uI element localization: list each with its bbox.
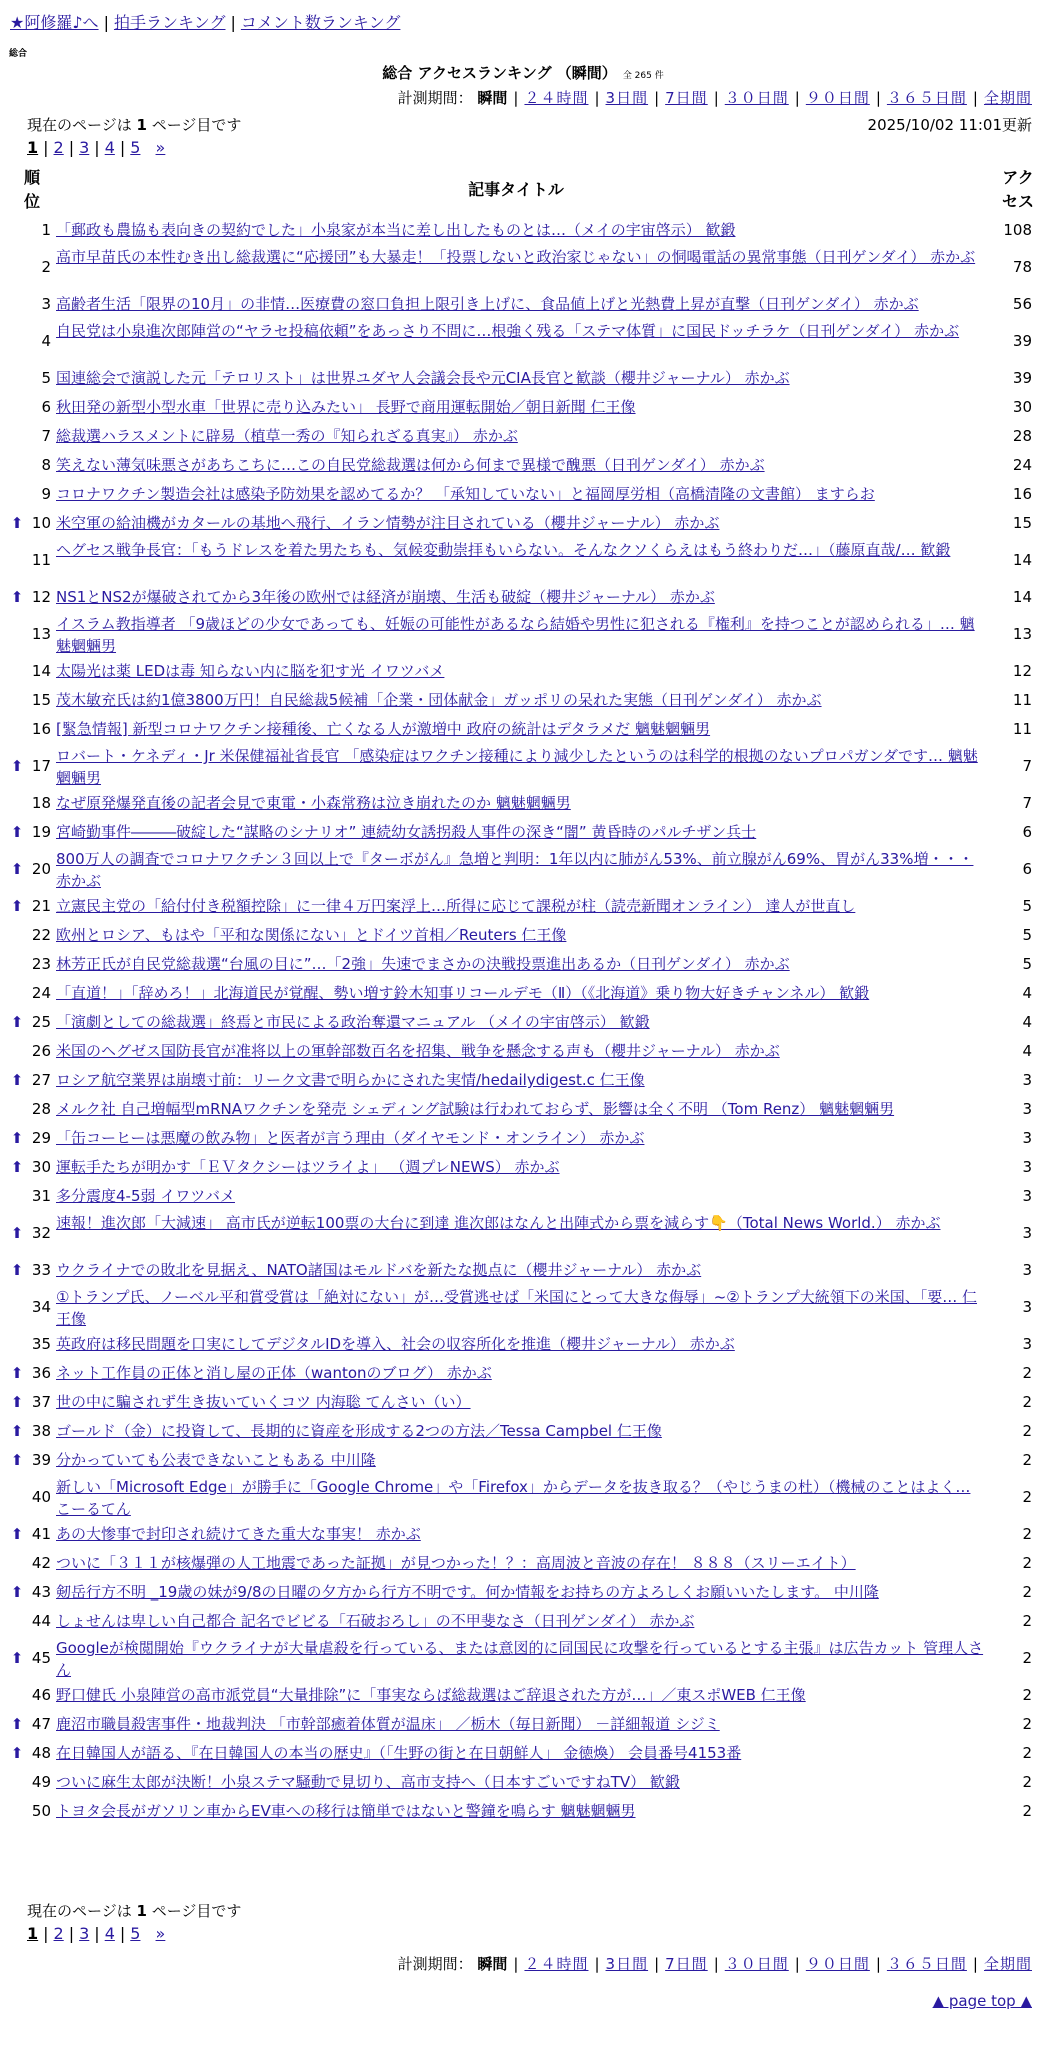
access-count: 15 xyxy=(1012,514,1032,532)
rank-number: 24 xyxy=(31,984,51,1002)
up-arrow-icon: ⬆ xyxy=(10,823,24,841)
nav-separator: | xyxy=(103,13,109,32)
table-row xyxy=(0,1520,1046,1549)
page-info-prefix: 現在のページは xyxy=(27,1902,132,1920)
rank-number: 13 xyxy=(31,625,51,643)
rank-number: 27 xyxy=(31,1071,51,1089)
period-current: 瞬間 xyxy=(477,89,508,107)
rank-number: 5 xyxy=(41,369,51,387)
pager-page-3[interactable]: 3 xyxy=(79,1924,90,1943)
table-row xyxy=(0,1710,1046,1739)
pager-page-4[interactable]: 4 xyxy=(104,138,115,157)
table-row xyxy=(0,1475,1046,1520)
access-count: 12 xyxy=(1012,662,1032,680)
page-title: 総合 アクセスランキング （瞬間） xyxy=(382,64,617,82)
table-row xyxy=(0,393,1046,422)
article-title-link[interactable]: 高齢者生活「限界の10月」の非情…医療費の窓口負担上限引き上げに、食品値上げと光熱費上昇が直撃（日刊ゲンダイ） 赤かぶ xyxy=(56,295,919,313)
table-row xyxy=(0,1153,1046,1182)
access-count: 3 xyxy=(1022,1129,1032,1147)
article-title-link[interactable]: 野口健氏 小泉陣営の高市派党員“大量排除”に「事実ならば総裁選はご辞退された方が…」／東スポWEB 仁王像 xyxy=(56,1686,806,1704)
nav-separator: | xyxy=(230,13,236,32)
up-arrow-icon: ⬆ xyxy=(10,860,24,878)
page-info-top xyxy=(27,114,241,135)
article-title-link[interactable]: 茂木敏充氏は約1億3800万円！自民総裁5候補「企業・団体献金」ガッポリの呆れた実態（日刊ゲンダイ） 赤かぶ xyxy=(56,691,822,709)
table-row xyxy=(0,789,1046,818)
comment-ranking-link[interactable]: コメント数ランキング xyxy=(240,13,401,32)
table-row xyxy=(0,1388,1046,1417)
period-365d-link[interactable]: ３６５日間 xyxy=(886,1955,967,1973)
article-title-link[interactable]: 運転手たちが明かす「ＥＶタクシーはツライよ」 （週プレNEWS） 赤かぶ xyxy=(56,1158,560,1176)
up-arrow-icon: ⬆ xyxy=(10,1525,24,1543)
access-count: 7 xyxy=(1022,757,1032,775)
table-row xyxy=(0,1578,1046,1607)
access-count: 2 xyxy=(1022,1525,1032,1543)
pager-top: 1 | 2 | 3 | 4 | 5 » xyxy=(27,138,166,157)
column-header-title: 記事タイトル xyxy=(468,180,564,199)
article-title-link[interactable]: 米空軍の給油機がカタールの基地へ飛行、イラン情勢が注目されている（櫻井ジャーナル） 赤かぶ xyxy=(56,514,720,532)
updated-timestamp: 2025/10/02 11:01更新 xyxy=(867,116,1032,134)
article-title-link[interactable]: メルク社 自己増幅型mRNAワクチンを発売 シェディング試験は行われておらず、影響は全く不明 （Tom Renz） 魑魅魍魎男 xyxy=(56,1100,895,1118)
period-selector-bottom: 計測期間： 瞬間 | ２４時間 | 3日間 | 7日間 | ３０日間 | ９０日間 | ３６５日間 | 全期間 xyxy=(397,1955,1032,1973)
up-arrow-icon: ⬆ xyxy=(10,1013,24,1031)
table-row xyxy=(0,1008,1046,1037)
rank-number: 47 xyxy=(31,1715,51,1733)
home-link[interactable]: ★阿修羅♪へ xyxy=(10,13,99,32)
ranking-heading xyxy=(0,62,1046,83)
page-info-bottom xyxy=(27,1900,241,1921)
article-title-link[interactable]: 欧州とロシア、もはや「平和な関係にない」とドイツ首相／Reuters 仁王像 xyxy=(56,926,567,944)
rank-number: 32 xyxy=(31,1224,51,1242)
table-row xyxy=(0,1330,1046,1359)
table-row xyxy=(0,1417,1046,1446)
table-row xyxy=(0,612,1046,657)
access-count: 2 xyxy=(1022,1422,1032,1440)
period-30d-link[interactable]: ３０日間 xyxy=(724,1955,789,1973)
up-arrow-icon: ⬆ xyxy=(10,1224,24,1242)
up-arrow-icon: ⬆ xyxy=(10,757,24,775)
rank-number: 35 xyxy=(31,1335,51,1353)
access-count: 2 xyxy=(1022,1488,1032,1506)
access-count: 5 xyxy=(1022,926,1032,944)
access-count: 2 xyxy=(1022,1715,1032,1733)
rank-number: 8 xyxy=(41,456,51,474)
access-count: 2 xyxy=(1022,1773,1032,1791)
period-7d-link[interactable]: 7日間 xyxy=(665,1955,708,1973)
table-row xyxy=(0,364,1046,393)
rank-number: 11 xyxy=(31,551,51,569)
article-title-link[interactable]: 「直道！」「辞めろ！」北海道民が覚醒、勢い増す鈴木知事リコールデモ（Ⅱ）（《北海道》乗り物大好きチャンネル） 歓鍛 xyxy=(56,984,870,1002)
period-24h-link[interactable]: ２４時間 xyxy=(524,89,589,107)
item-count: 全 265 件 xyxy=(622,71,664,81)
rank-number: 7 xyxy=(41,427,51,445)
access-count: 3 xyxy=(1022,1158,1032,1176)
access-count: 3 xyxy=(1022,1224,1032,1242)
article-title-link[interactable]: 速報！進次郎「大減速」 高市氏が逆転100票の大台に到達 進次郎はなんと出陣式から票を減らす👇（Total News World.） 赤かぶ xyxy=(56,1214,941,1232)
access-count: 3 xyxy=(1022,1261,1032,1279)
table-row xyxy=(0,451,1046,480)
period-3d-link[interactable]: 3日間 xyxy=(605,1955,649,1973)
table-row xyxy=(0,538,1046,583)
access-count: 2 xyxy=(1022,1649,1032,1667)
article-title-link[interactable]: 新しい「Microsoft Edge」が勝手に「Google Chrome」や「Firefox」からデータを抜き取る？（やじうまの杜）（機械のことはよく… こーるてん xyxy=(56,1478,971,1518)
access-count: 16 xyxy=(1012,485,1032,503)
table-row xyxy=(0,1359,1046,1388)
access-count: 14 xyxy=(1012,551,1032,569)
access-count: 2 xyxy=(1022,1686,1032,1704)
rank-number: 46 xyxy=(31,1686,51,1704)
article-title-link[interactable]: しょせんは卑しい自己都合 記名でビビる「石破おろし」の不甲斐なさ（日刊ゲンダイ） 赤かぶ xyxy=(56,1612,695,1630)
article-title-link[interactable]: 「演劇としての総裁選」終焉と市民による政治奪還マニュアル （メイの宇宙啓示） 歓鍛 xyxy=(56,1013,650,1031)
pager-page-2[interactable]: 2 xyxy=(53,1924,64,1943)
pager-page-3[interactable]: 3 xyxy=(79,138,90,157)
up-arrow-icon: ⬆ xyxy=(10,1261,24,1279)
article-title-link[interactable]: コロナワクチン製造会社は感染予防効果を認めてるか？ 「承知していない」と福岡厚労相（高橋清隆の文書館） ますらお xyxy=(56,485,875,503)
rank-number: 42 xyxy=(31,1554,51,1572)
article-title-link[interactable]: ロバート・ケネディ・Jr 米保健福祉省長官 「感染症はワクチン接種により減少したというのは科学的根拠のないプロパガンダです… 魑魅魍魎男 xyxy=(56,747,978,787)
access-count: 11 xyxy=(1012,691,1032,709)
pager-next[interactable]: » xyxy=(155,138,166,157)
access-count: 2 xyxy=(1022,1802,1032,1820)
pager-page-5[interactable]: 5 xyxy=(130,138,141,157)
pager-page-4[interactable]: 4 xyxy=(104,1924,115,1943)
category-tag: 総合 xyxy=(9,49,28,59)
pager-page-5[interactable]: 5 xyxy=(130,1924,141,1943)
access-count: 14 xyxy=(1012,588,1032,606)
rank-number: 48 xyxy=(31,1744,51,1762)
rank-number: 34 xyxy=(31,1298,51,1316)
ranking-table-body xyxy=(0,216,1046,1826)
pager-page-2[interactable]: 2 xyxy=(53,138,64,157)
article-title-link[interactable]: 剱岳行方不明 _19歳の妹が9/8の日曜の夕方から行方不明です。何か情報をお持ちの方よろしくお願いいたします。 中川隆 xyxy=(56,1583,879,1601)
access-count: 7 xyxy=(1022,794,1032,812)
article-title-link[interactable]: ロシア航空業界は崩壊寸前：リーク文書で明らかにされた実情/hedailydigest.c 仁王像 xyxy=(56,1071,645,1089)
table-row xyxy=(0,1549,1046,1578)
top-nav xyxy=(10,10,400,33)
column-header-rank: 順位 xyxy=(23,168,40,211)
rank-number: 26 xyxy=(31,1042,51,1060)
table-row xyxy=(0,480,1046,509)
article-title-link[interactable]: なぜ原発爆発直後の記者会見で東電・小森常務は泣き崩れたのか 魑魅魍魎男 xyxy=(56,794,571,812)
period-7d-link[interactable]: 7日間 xyxy=(665,89,708,107)
table-row xyxy=(0,744,1046,789)
page-info-suffix: ページ目です xyxy=(151,1902,242,1920)
rank-number: 45 xyxy=(31,1649,51,1667)
access-count: 28 xyxy=(1012,427,1032,445)
access-count: 5 xyxy=(1022,897,1032,915)
table-row xyxy=(0,1256,1046,1285)
access-count: 3 xyxy=(1022,1335,1032,1353)
table-row xyxy=(0,1037,1046,1066)
up-arrow-icon: ⬆ xyxy=(10,1649,24,1667)
period-90d-link[interactable]: ９０日間 xyxy=(805,89,870,107)
article-title-link[interactable]: ①トランプ氏、ノーベル平和賞受賞は「絶対にない」が…受賞逃せば「米国にとって大きな侮辱」~②トランプ大統領下の米国、「要… 仁王像 xyxy=(56,1288,977,1328)
access-count: 3 xyxy=(1022,1298,1032,1316)
rank-number: 44 xyxy=(31,1612,51,1630)
rank-number: 28 xyxy=(31,1100,51,1118)
article-title-link[interactable]: 多分震度4-5弱 イワツバメ xyxy=(56,1187,235,1205)
rank-number: 14 xyxy=(31,662,51,680)
access-count: 108 xyxy=(1003,221,1032,239)
page-info-number: 1 xyxy=(136,1902,147,1920)
rank-number: 43 xyxy=(31,1583,51,1601)
period-30d-link[interactable]: ３０日間 xyxy=(724,89,789,107)
up-arrow-icon: ⬆ xyxy=(10,1158,24,1176)
period-all-link[interactable]: 全期間 xyxy=(983,1955,1032,1973)
article-title-link[interactable]: イスラム教指導者 「9歳ほどの少女であっても、妊娠の可能性があるなら結婚や男性に犯される『権利』を持つことが認められる」… 魑魅魍魎男 xyxy=(56,615,975,655)
table-row xyxy=(0,422,1046,451)
access-count: 6 xyxy=(1022,860,1032,878)
table-row xyxy=(0,1768,1046,1797)
access-count: 4 xyxy=(1022,1013,1032,1031)
table-row xyxy=(0,921,1046,950)
table-row xyxy=(0,319,1046,364)
article-title-link[interactable]: 林芳正氏が自民党総裁選“台風の目に”…「2強」失速でまさかの決戦投票進出あるか（日刊ゲンダイ） 赤かぶ xyxy=(56,955,790,973)
rank-number: 3 xyxy=(41,295,51,313)
up-arrow-icon: ⬆ xyxy=(10,1129,24,1147)
rank-number: 23 xyxy=(31,955,51,973)
table-row xyxy=(0,290,1046,319)
rank-number: 36 xyxy=(31,1364,51,1382)
article-title-link[interactable]: 自民党は小泉進次郎陣営の“ヤラセ投稿依頼”をあっさり不問に…根強く残る「ステマ体質」に国民ドッチラケ（日刊ゲンダイ） 赤かぶ xyxy=(56,322,960,340)
table-row xyxy=(0,686,1046,715)
rank-number: 15 xyxy=(31,691,51,709)
table-header xyxy=(0,166,1046,214)
rank-number: 33 xyxy=(31,1261,51,1279)
rank-number: 25 xyxy=(31,1013,51,1031)
table-row xyxy=(0,1182,1046,1211)
table-row xyxy=(0,1285,1046,1330)
rank-number: 4 xyxy=(41,332,51,350)
rank-number: 29 xyxy=(31,1129,51,1147)
pager-bottom: 1 | 2 | 3 | 4 | 5 » xyxy=(27,1924,166,1943)
rank-number: 37 xyxy=(31,1393,51,1411)
article-title-link[interactable]: 「郵政も農協も表向きの契約でした」小泉家が本当に差し出したものとは…（メイの宇宙啓示） 歓鍛 xyxy=(56,221,736,239)
table-row xyxy=(0,1607,1046,1636)
access-count: 2 xyxy=(1022,1364,1032,1382)
up-arrow-icon: ⬆ xyxy=(10,1393,24,1411)
table-row xyxy=(0,1211,1046,1256)
article-title-link[interactable]: 総裁選ハラスメントに辟易（植草一秀の『知られざる真実』） 赤かぶ xyxy=(56,427,518,445)
article-title-link[interactable]: 分かっていても公表できないこともある 中川隆 xyxy=(56,1451,376,1469)
table-row xyxy=(0,847,1046,892)
article-title-link[interactable]: ウクライナでの敗北を見据え、NATO諸国はモルドバを新たな拠点に（櫻井ジャーナル） 赤かぶ xyxy=(56,1261,702,1279)
table-row xyxy=(0,657,1046,686)
pager-current: 1 xyxy=(27,138,39,157)
access-count: 4 xyxy=(1022,1042,1032,1060)
page-top-link[interactable]: ▲ page top ▲ xyxy=(932,1992,1032,2010)
column-header-access: アクセス xyxy=(1001,168,1034,211)
pager-current: 1 xyxy=(27,1924,39,1943)
table-row xyxy=(0,818,1046,847)
article-title-link[interactable]: 在日韓国人が語る、『在日韓国人の本当の歴史』（「生野の街と在日朝鮮人」 金徳煥） 会員番号4153番 xyxy=(56,1744,742,1762)
rank-number: 17 xyxy=(31,757,51,775)
rank-number: 21 xyxy=(31,897,51,915)
access-count: 11 xyxy=(1012,720,1032,738)
table-row xyxy=(0,245,1046,290)
article-title-link[interactable]: ついに麻生太郎が決断！小泉ステマ騒動で見切り、高市支持へ（日本すごいですねTV） 歓鍛 xyxy=(56,1773,680,1791)
table-row xyxy=(0,216,1046,245)
access-count: 6 xyxy=(1022,823,1032,841)
article-title-link[interactable]: 高市早苗氏の本性むき出し総裁選に“応援団”も大暴走！「投票しないと政治家じゃない」の恫喝電話の異常事態（日刊ゲンダイ） 赤かぶ xyxy=(56,248,976,266)
up-arrow-icon: ⬆ xyxy=(10,1715,24,1733)
access-count: 2 xyxy=(1022,1612,1032,1630)
table-row xyxy=(0,1095,1046,1124)
table-row xyxy=(0,1636,1046,1681)
page-info-prefix: 現在のページは xyxy=(27,116,132,134)
rank-number: 49 xyxy=(31,1773,51,1791)
rank-number: 20 xyxy=(31,860,51,878)
period-365d-link[interactable]: ３６５日間 xyxy=(886,89,967,107)
access-count: 30 xyxy=(1012,398,1032,416)
article-title-link[interactable]: 立憲民主党の「給付付き税額控除」に一律４万円案浮上…所得に応じて課税が柱（読売新聞オンライン） 達人が世直し xyxy=(56,897,856,915)
rank-number: 38 xyxy=(31,1422,51,1440)
table-row xyxy=(0,1446,1046,1475)
table-row xyxy=(0,715,1046,744)
access-count: 4 xyxy=(1022,984,1032,1002)
table-row xyxy=(0,1066,1046,1095)
table-row xyxy=(0,1681,1046,1710)
access-count: 2 xyxy=(1022,1583,1032,1601)
rank-number: 50 xyxy=(31,1802,51,1820)
article-title-link[interactable]: 世の中に騙されず生き抜いていくコツ 内海聡 てんさい（い） xyxy=(56,1393,471,1411)
access-count: 3 xyxy=(1022,1071,1032,1089)
article-title-link[interactable]: 鹿沼市職員殺害事件・地裁判決 「市幹部癒着体質が温床」 ／栃木（毎日新聞） －詳細報道 シジミ xyxy=(56,1715,720,1733)
article-title-link[interactable]: トヨタ会長がガソリン車からEV車への移行は簡単ではないと警鐘を鳴らす 魑魅魍魎男 xyxy=(56,1802,636,1820)
rank-number: 19 xyxy=(31,823,51,841)
table-row xyxy=(0,950,1046,979)
rank-number: 41 xyxy=(31,1525,51,1543)
period-label: 計測期間： xyxy=(397,1955,473,1973)
up-arrow-icon: ⬆ xyxy=(10,1422,24,1440)
access-count: 3 xyxy=(1022,1187,1032,1205)
table-row xyxy=(0,1797,1046,1826)
rank-number: 1 xyxy=(41,221,51,239)
rank-number: 16 xyxy=(31,720,51,738)
up-arrow-icon: ⬆ xyxy=(10,1071,24,1089)
rank-number: 6 xyxy=(41,398,51,416)
access-count: 2 xyxy=(1022,1393,1032,1411)
rank-number: 39 xyxy=(31,1451,51,1469)
article-title-link[interactable]: ネット工作員の正体と消し屋の正体（wantonのブログ） 赤かぶ xyxy=(56,1364,492,1382)
article-title-link[interactable]: ゴールド（金）に投資して、長期的に資産を形成する2つの方法／Tessa Campbel 仁王像 xyxy=(56,1422,662,1440)
access-count: 56 xyxy=(1012,295,1032,313)
period-current: 瞬間 xyxy=(477,1955,508,1973)
article-title-link[interactable]: [緊急情報] 新型コロナワクチン接種後、亡くなる人が激増中 政府の統計はデタラメだ 魑魅魍魎男 xyxy=(56,720,711,738)
period-90d-link[interactable]: ９０日間 xyxy=(805,1955,870,1973)
up-arrow-icon: ⬆ xyxy=(10,1451,24,1469)
rank-number: 40 xyxy=(31,1488,51,1506)
access-count: 2 xyxy=(1022,1744,1032,1762)
page-info-suffix: ページ目です xyxy=(151,116,242,134)
table-row xyxy=(0,509,1046,538)
rank-number: 22 xyxy=(31,926,51,944)
article-title-link[interactable]: 太陽光は薬 LEDは毒 知らない内に脳を犯す光 イワツバメ xyxy=(56,662,445,680)
rank-number: 30 xyxy=(31,1158,51,1176)
table-row xyxy=(0,892,1046,921)
rank-number: 2 xyxy=(41,258,51,276)
access-count: 13 xyxy=(1012,625,1032,643)
period-24h-link[interactable]: ２４時間 xyxy=(524,1955,589,1973)
access-count: 3 xyxy=(1022,1100,1032,1118)
article-title-link[interactable]: 「缶コーヒーは悪魔の飲み物」と医者が言う理由（ダイヤモンド・オンライン） 赤かぶ xyxy=(56,1129,645,1147)
table-row xyxy=(0,1124,1046,1153)
access-count: 5 xyxy=(1022,955,1032,973)
article-title-link[interactable]: 宮崎勤事件―――破綻した“謀略のシナリオ” 連続幼女誘拐殺人事件の深き“闇” 黄昏時のパルチザン兵士 xyxy=(56,823,757,841)
access-count: 24 xyxy=(1012,456,1032,474)
up-arrow-icon: ⬆ xyxy=(10,514,24,532)
up-arrow-icon: ⬆ xyxy=(10,1583,24,1601)
period-label: 計測期間： xyxy=(397,89,473,107)
period-selector-top: 計測期間： 瞬間 | ２４時間 | 3日間 | 7日間 | ３０日間 | ９０日間 | ３６５日間 | 全期間 xyxy=(397,89,1032,107)
page-info-number: 1 xyxy=(136,116,147,134)
article-title-link[interactable]: 英政府は移民問題を口実にしてデジタルIDを導入、社会の収容所化を推進（櫻井ジャーナル） 赤かぶ xyxy=(56,1335,735,1353)
rank-number: 9 xyxy=(41,485,51,503)
table-row xyxy=(0,979,1046,1008)
rank-number: 31 xyxy=(31,1187,51,1205)
article-title-link[interactable]: 笑えない薄気味悪さがあちこちに…この自民党総裁選は何から何まで異様で醜悪（日刊ゲンダイ） 赤かぶ xyxy=(56,456,765,474)
up-arrow-icon: ⬆ xyxy=(10,588,24,606)
access-count: 78 xyxy=(1012,258,1032,276)
article-title-link[interactable]: Googleが検閲開始『ウクライナが大量虐殺を行っている、または意図的に同国民に攻撃を行っているとする主張』は広告カット 管理人さん xyxy=(56,1639,984,1679)
access-count: 2 xyxy=(1022,1554,1032,1572)
up-arrow-icon: ⬆ xyxy=(10,1744,24,1762)
article-title-link[interactable]: ヘグセス戦争長官：「もうドレスを着た男たちも、気候変動崇拝もいらない。そんなクソくらえはもう終わりだ…」（藤原直哉/… 歓鍛 xyxy=(56,541,951,559)
access-count: 2 xyxy=(1022,1451,1032,1469)
clap-ranking-link[interactable]: 拍手ランキング xyxy=(113,13,226,32)
period-all-link[interactable]: 全期間 xyxy=(983,89,1032,107)
up-arrow-icon: ⬆ xyxy=(10,897,24,915)
article-title-link[interactable]: ついに「３１１が核爆弾の人工地震であった証拠」が見つかった！？：高周波と音波の存在！ ８８８（スリーエイト） xyxy=(56,1554,856,1572)
article-title-link[interactable]: 米国のヘグゼス国防長官が准将以上の軍幹部数百名を招集、戦争を懸念する声も（櫻井ジャーナル） 赤かぶ xyxy=(56,1042,780,1060)
pager-next[interactable]: » xyxy=(155,1924,166,1943)
table-row xyxy=(0,583,1046,612)
table-row xyxy=(0,1739,1046,1768)
access-count: 39 xyxy=(1012,332,1032,350)
article-title-link[interactable]: 秋田発の新型小型水車「世界に売り込みたい」 長野で商用運転開始／朝日新聞 仁王像 xyxy=(56,398,636,416)
rank-number: 18 xyxy=(31,794,51,812)
article-title-link[interactable]: 国連総会で演説した元「テロリスト」は世界ユダヤ人会議会長や元CIA長官と歓談（櫻井ジャーナル） 赤かぶ xyxy=(56,369,790,387)
rank-number: 12 xyxy=(31,588,51,606)
period-3d-link[interactable]: 3日間 xyxy=(605,89,649,107)
rank-number: 10 xyxy=(31,514,51,532)
access-count: 39 xyxy=(1012,369,1032,387)
article-title-link[interactable]: あの大惨事で封印され続けてきた重大な事実！ 赤かぶ xyxy=(56,1525,421,1543)
up-arrow-icon: ⬆ xyxy=(10,1364,24,1382)
article-title-link[interactable]: NS1とNS2が爆破されてから3年後の欧州では経済が崩壊、生活も破綻（櫻井ジャーナル） 赤かぶ xyxy=(56,588,715,606)
article-title-link[interactable]: 800万人の調査でコロナワクチン３回以上で『ターボがん』急増と判明：1年以内に肺がん53%、前立腺がん69%、胃がん33%増・・・ 赤かぶ xyxy=(56,850,974,890)
